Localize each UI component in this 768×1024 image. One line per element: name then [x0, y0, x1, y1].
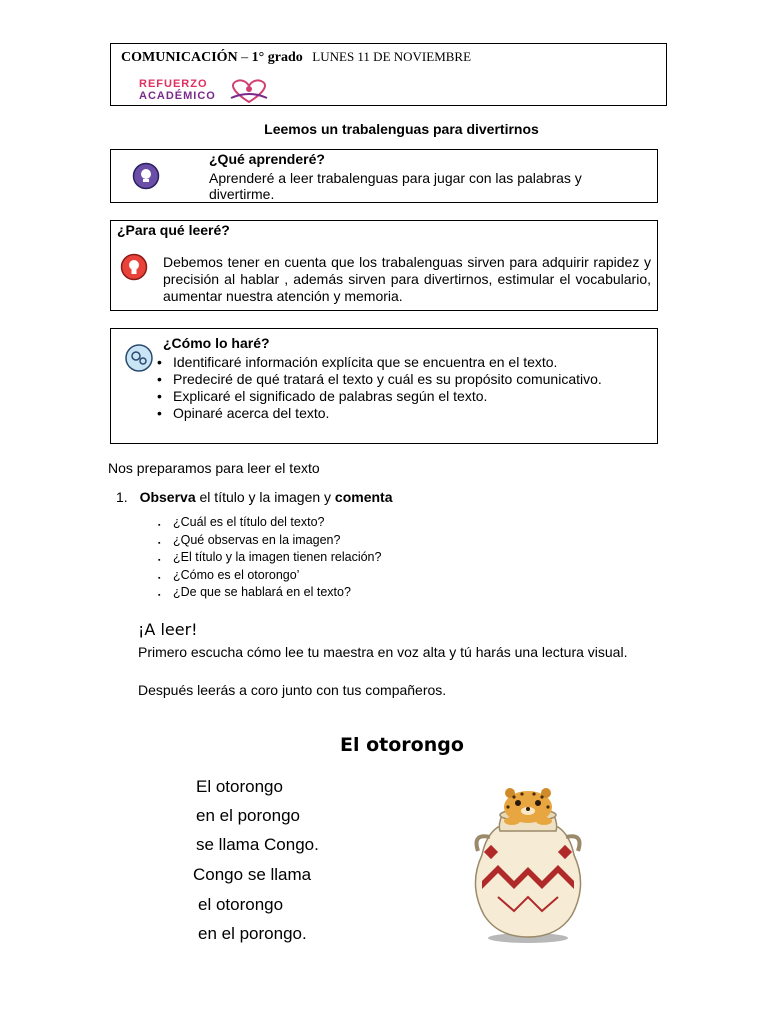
read-line-1: Primero escucha cómo lee tu maestra en voz alta y tú harás una lectura visual.: [138, 644, 628, 660]
learn-icon: [132, 162, 160, 190]
head-gears-icon: [123, 343, 155, 373]
poem-title: El otorongo: [340, 734, 464, 756]
list-item: ▪ ¿Cómo es el otorongo’: [155, 567, 475, 585]
learn-heading: ¿Qué aprenderé?: [209, 151, 325, 167]
comment-word: comenta: [334, 489, 393, 505]
list-item: ▪ ¿Cuál es el título del texto?: [155, 514, 475, 532]
poem-line: se llama Congo.: [196, 835, 319, 854]
step-1: [116, 489, 393, 505]
how-heading: ¿Cómo lo haré?: [163, 335, 270, 351]
poem-line: El otorongo: [196, 777, 283, 796]
list-item: • Opinaré acerca del texto.: [155, 405, 640, 422]
list-item: • Explicaré el significado de palabras según el texto.: [155, 388, 640, 405]
how-list: [155, 354, 640, 422]
jaguar-pot-illustration: [458, 785, 598, 945]
poem-line: Congo se llama: [193, 865, 312, 884]
logo-heart-icon: [223, 78, 275, 104]
learn-text: Aprenderé a leer trabalenguas para jugar con las palabras y divertirme.: [209, 170, 582, 202]
separator: –: [237, 50, 252, 65]
prepare-text: Nos preparamos para leer el texto: [108, 460, 320, 476]
grade-label: 1° grado: [251, 50, 303, 65]
purpose-heading: ¿Para qué leeré?: [117, 222, 230, 238]
purpose-text: Debemos tener en cuenta que los trabalenguas sirven para adquirir rapidez y precisión al hablar , además sirven para divertirnos, estimular el vocabulario, aumentar nuestra atención y memoria.: [163, 254, 651, 304]
poem-line: en el porongo: [196, 806, 300, 825]
learn-box: [110, 149, 658, 203]
how-box: [110, 328, 658, 444]
list-item: • Identificaré información explícita que se encuentra en el texto.: [155, 354, 640, 371]
observe-word: Observa: [139, 489, 196, 505]
list-item: ▪ ¿El título y la imagen tienen relación?: [155, 549, 475, 567]
step-number: 1.: [116, 489, 128, 505]
header-line: [121, 49, 471, 66]
purpose-box: [110, 220, 658, 311]
header-box: [110, 43, 667, 106]
date-label: LUNES 11 DE NOVIEMBRE: [312, 49, 472, 64]
read-heading: ¡A leer!: [138, 620, 198, 639]
list-item: ▪ ¿Qué observas en la imagen?: [155, 532, 475, 550]
logo-line2: ACADÉMICO: [139, 90, 216, 102]
logo-line1: REFUERZO: [139, 78, 208, 90]
read-line-2: Después leerás a coro junto con tus compañeros.: [138, 682, 447, 698]
subject-label: COMUNICACIÓN: [121, 50, 238, 65]
logo: [137, 78, 277, 104]
lightbulb-icon: [120, 253, 148, 281]
page-title: Leemos un trabalenguas para divertirnos: [264, 121, 539, 137]
list-item: ▪ ¿De que se hablará en el texto?: [155, 584, 475, 602]
step-mid: el título y la imagen y: [195, 489, 335, 505]
poem-line: en el porongo.: [198, 924, 307, 943]
question-list: [155, 514, 475, 602]
list-item: • Predeciré de qué tratará el texto y cuál es su propósito comunicativo.: [155, 371, 640, 388]
poem-line: el otorongo: [198, 895, 284, 914]
